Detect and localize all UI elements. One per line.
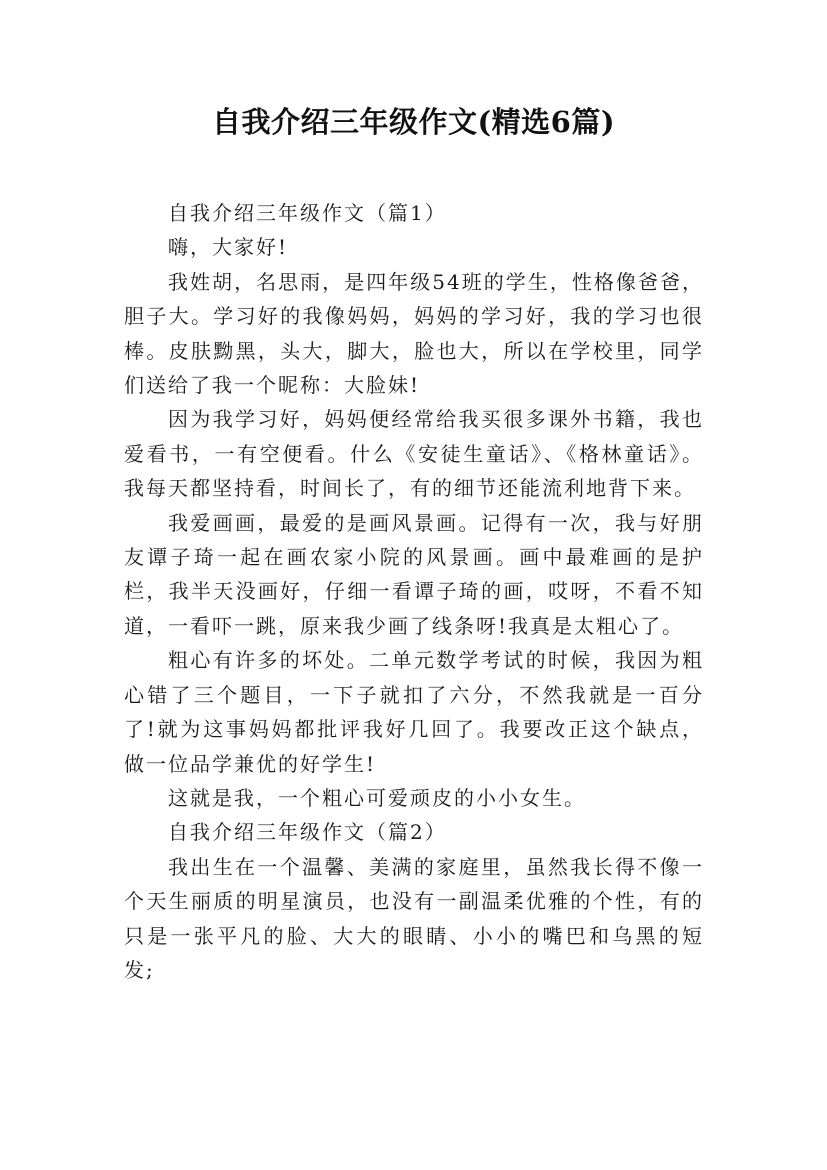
paragraph: 我爱画画，最爱的是画风景画。记得有一次，我与好朋友谭子琦一起在画农家小院的风景画。画中最难画的是护栏，我半天没画好，仔细一看谭子琦的画，哎呀，不看不知道，一看吓一跳，原来我少画了线条呀!我真是太粗心了。 [124,510,704,638]
paragraph: 因为我学习好，妈妈便经常给我买很多课外书籍，我也爱看书，一有空便看。什么《安徒生童话》、《格林童话》。我每天都坚持看，时间长了，有的细节还能流利地背下来。 [124,407,704,501]
document-body [124,196,704,987]
paragraph: 我出生在一个温馨、美满的家庭里，虽然我长得不像一个天生丽质的明星演员，也没有一副温柔优雅的个性，有的只是一张平凡的脸、大大的眼睛、小小的嘴巴和乌黑的短发; [124,854,704,982]
document-title: 自我介绍三年级作文(精选6篇) [211,105,616,139]
section-heading-1: 自我介绍三年级作文（篇1） [168,201,447,225]
paragraph: 这就是我，一个粗心可爱顽皮的小小女生。 [168,785,586,810]
paragraph: 我姓胡，名思雨，是四年级54班的学生，性格像爸爸，胆子大。学习好的我像妈妈，妈妈的学习好，我的学习也很棒。皮肤黝黑，头大，脚大，脸也大，所以在学校里，同学们送给了我一个昵称：大脸妹! [124,269,704,398]
paragraph: 嗨，大家好! [168,235,289,260]
section-heading-2: 自我介绍三年级作文（篇2） [168,820,447,845]
paragraph: 粗心有许多的坏处。二单元数学考试的时候，我因为粗心错了三个题目，一下子就扣了六分，不然我就是一百分了!就为这事妈妈都批评我好几回了。我要改正这个缺点，做一位品学兼优的好学生! [124,648,704,776]
